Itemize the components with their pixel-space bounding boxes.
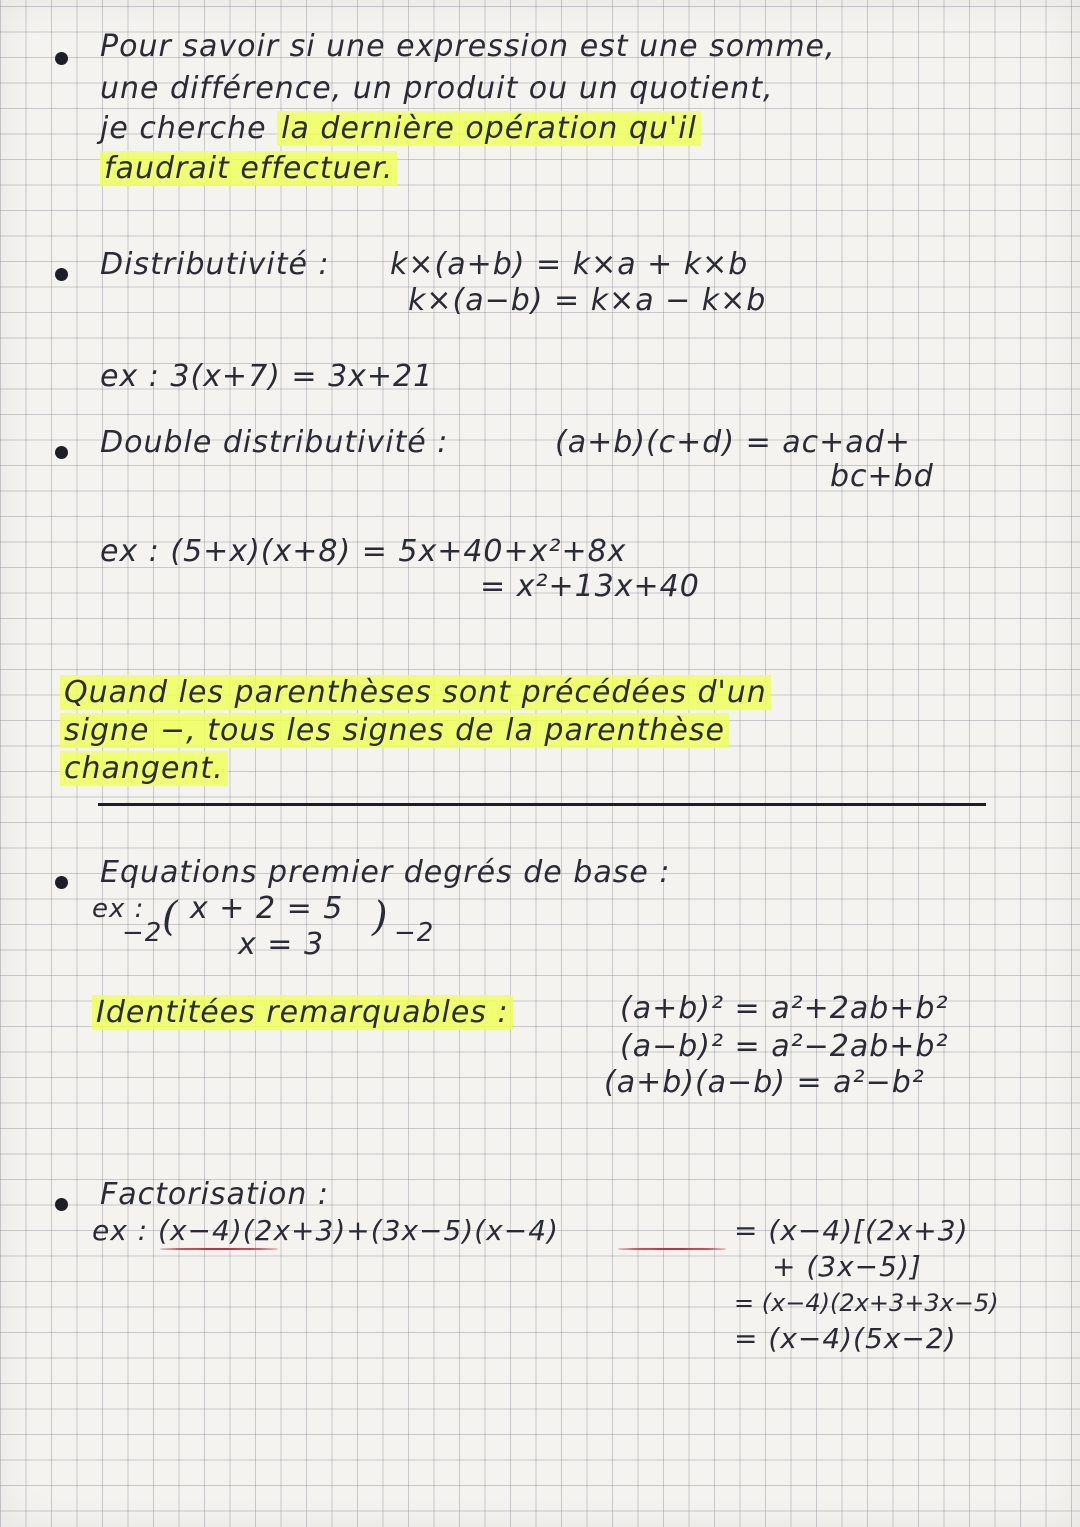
intro-highlight-1: la dernière opération qu'il bbox=[277, 111, 701, 146]
factorisation-example bbox=[92, 1214, 559, 1248]
rule-note-highlight-3: changent. bbox=[60, 751, 228, 786]
factorisation-result-4: = (x−4)(5x−2) bbox=[734, 1322, 957, 1355]
factorisation-result-3: = (x−4)(2x+3+3x−5) bbox=[734, 1289, 999, 1317]
double-distributivite-formula-1: (a+b)(c+d) = ac+ad+ bbox=[555, 425, 911, 460]
rule-note-line-1 bbox=[60, 676, 771, 710]
factorisation-common-factor-1: (x−4) bbox=[158, 1214, 243, 1247]
factorisation-title: Factorisation : bbox=[100, 1177, 330, 1212]
equations-eq-1: x + 2 = 5 bbox=[190, 891, 344, 926]
intro-line-1: Pour savoir si une expression est une somme, bbox=[100, 29, 836, 64]
rule-note-line-2 bbox=[60, 714, 729, 748]
intro-line-3-start: je cherche bbox=[100, 111, 278, 146]
bullet-intro bbox=[55, 52, 68, 65]
double-distributivite-example-2: = x²+13x+40 bbox=[480, 569, 700, 604]
bullet-factorisation bbox=[55, 1198, 68, 1211]
equations-left-brace-icon: ( bbox=[162, 894, 178, 940]
equations-ex-label: ex : bbox=[92, 894, 145, 924]
identites-label: Identitées remarquables : bbox=[92, 995, 513, 1030]
double-distributivite-formula-2: bc+bd bbox=[830, 459, 934, 494]
identites-label-line bbox=[92, 996, 513, 1030]
intro-line-3 bbox=[100, 112, 701, 146]
equations-step-right: −2 bbox=[394, 918, 435, 948]
intro-line-4 bbox=[100, 152, 397, 186]
red-underline-2 bbox=[618, 1248, 726, 1250]
intro-line-2: une différence, un produit ou un quotient, bbox=[100, 71, 774, 106]
intro-highlight-2: faudrait effectuer. bbox=[100, 151, 397, 186]
factorisation-result-1: = (x−4)[(2x+3) bbox=[734, 1214, 969, 1247]
rule-note-line-3 bbox=[60, 752, 228, 786]
distributivite-label: Distributivité : bbox=[100, 247, 330, 282]
factorisation-result-2: + (3x−5)] bbox=[772, 1250, 922, 1283]
double-distributivite-label: Double distributivité : bbox=[100, 425, 449, 460]
identites-formula-2: (a−b)² = a²−2ab+b² bbox=[620, 1029, 949, 1064]
identites-formula-3: (a+b)(a−b) = a²−b² bbox=[604, 1065, 925, 1100]
red-underline-1 bbox=[160, 1248, 278, 1250]
double-distributivite-example-1: ex : (5+x)(x+8) = 5x+40+x²+8x bbox=[100, 534, 627, 569]
rule-note-highlight-1: Quand les parenthèses sont précédées d'un bbox=[60, 675, 771, 710]
bullet-equations bbox=[55, 876, 68, 889]
factorisation-middle: (2x+3)+(3x−5) bbox=[242, 1214, 475, 1247]
distributivite-formula-1: k×(a+b) = k×a + k×b bbox=[390, 247, 749, 282]
rule-note-highlight-2: signe −, tous les signes de la parenthèse bbox=[60, 713, 729, 748]
bullet-double-distributivite bbox=[55, 446, 68, 459]
section-divider bbox=[98, 803, 986, 806]
distributivite-example: ex : 3(x+7) = 3x+21 bbox=[100, 359, 434, 394]
bullet-distributivite bbox=[55, 268, 68, 281]
factorisation-common-factor-2: (x−4) bbox=[474, 1214, 559, 1247]
equations-eq-2: x = 3 bbox=[238, 927, 325, 962]
identites-formula-1: (a+b)² = a²+2ab+b² bbox=[620, 991, 949, 1026]
equations-title: Equations premier degrés de base : bbox=[100, 855, 671, 890]
factorisation-ex-label: ex : bbox=[92, 1214, 149, 1247]
distributivite-formula-2: k×(a−b) = k×a − k×b bbox=[408, 283, 767, 318]
equations-right-brace-icon: ) bbox=[372, 894, 388, 940]
equations-step-left: −2 bbox=[122, 918, 163, 948]
